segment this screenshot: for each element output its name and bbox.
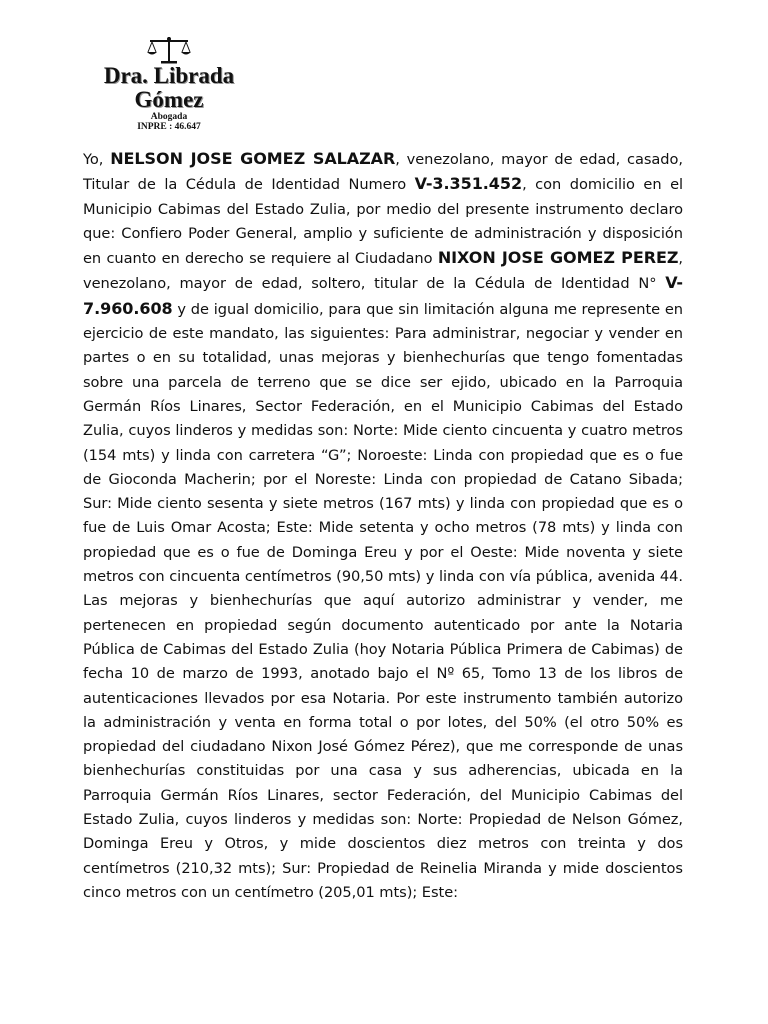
- attorney-name: NIXON JOSE GOMEZ PEREZ: [437, 248, 679, 268]
- lawyer-title: Abogada: [150, 112, 188, 122]
- text-segment: , con domicilio en el Municipio Cabimas del Estado Zulia, por medio del presente instrumento declaro que: Confiero Poder General, amplio y suficiente de administración y disposición en cuanto en derecho se requiere al Ciudadano: [83, 176, 683, 268]
- lawyer-name-line2: Gómez: [134, 87, 204, 112]
- power-of-attorney-text: [83, 147, 683, 905]
- grantor-name: NELSON JOSE GOMEZ SALAZAR: [110, 149, 396, 168]
- text-segment: , venezolano, mayor de edad, casado, Titular de la Cédula de Identidad Numero: [83, 151, 683, 194]
- grantor-id-number: V-3.351.452: [414, 174, 523, 194]
- text-segment: y de igual domicilio, para que sin limitación alguna me represente en ejercicio de este mandato, las siguientes: Para administrar, negociar y vender en partes o en su totalidad, unas mejoras y bienhechurías que tengo fomentadas sobre una parcela de terreno que se dice ser ejido, ubicado en la Parroquia Germán Ríos Linares, Sector Federación, en el Municipio Cabimas del Estado Zulia, cuyos linderos y medidas son: Norte: Mide ciento cincuenta y cuatro metros (154 mts) y linda con carretera “G”; Noroeste: Linda con propiedad que es o fue de Gioconda Macherin; por el Noreste: Linda con propiedad de Catano Sibada; Sur: Mide ciento sesenta y siete metros (167 mts) y linda con propiedad que es o fue de Luis Omar Acosta; Este: Mide setenta y ocho metros (78 mts) y linda con propiedad que es o fue de Dominga Ereu y por el Oeste: Mide noventa y siete metros con cincuenta centímetros (90,50 mts) y linda con vía pública, avenida 44. Las mejoras y bienhechurías que aquí autorizo administrar y vender, me pertenecen en propiedad según documento autenticado por ante la Notaria Pública de Cabimas del Estado Zulia (hoy Notaria Pública Primera de Cabimas) de fecha 10 de marzo de 1993, anotado bajo el Nº 65, Tomo 13 de los libros de autenticaciones llevados por esa Notaria. Por este instrumento también autorizo la administración y venta en forma total o por lotes, del 50% (el otro 50% es propiedad del ciudadano Nixon José Gómez Pérez), que me corresponde de unas bienhechurías constituidas por una casa y sus adherencias, ubicada en la Parroquia Germán Ríos Linares, sector Federación, del Municipio Cabimas del Estado Zulia, cuyos linderos y medidas son: Norte: Propiedad de Nelson Gómez, Dominga Ereu y Otros, y mide doscientos diez metros con treinta y dos centímetros (210,32 mts); Sur: Propiedad de Reinelia Miranda y mide doscientos cinco metros con un centímetro (205,01 mts); Este:: [83, 300, 683, 901]
- text-segment: Yo,: [83, 151, 111, 168]
- scales-of-justice-icon: [146, 36, 192, 64]
- attorney-id-number: V-7.960.608: [83, 273, 683, 318]
- letterhead: [84, 36, 254, 132]
- lawyer-name-line1: Dra. Librada: [103, 63, 235, 88]
- text-segment: , venezolano, mayor de edad, soltero, titular de la Cédula de Identidad N°: [83, 250, 683, 293]
- inpre-number: INPRE : 46.647: [137, 122, 201, 132]
